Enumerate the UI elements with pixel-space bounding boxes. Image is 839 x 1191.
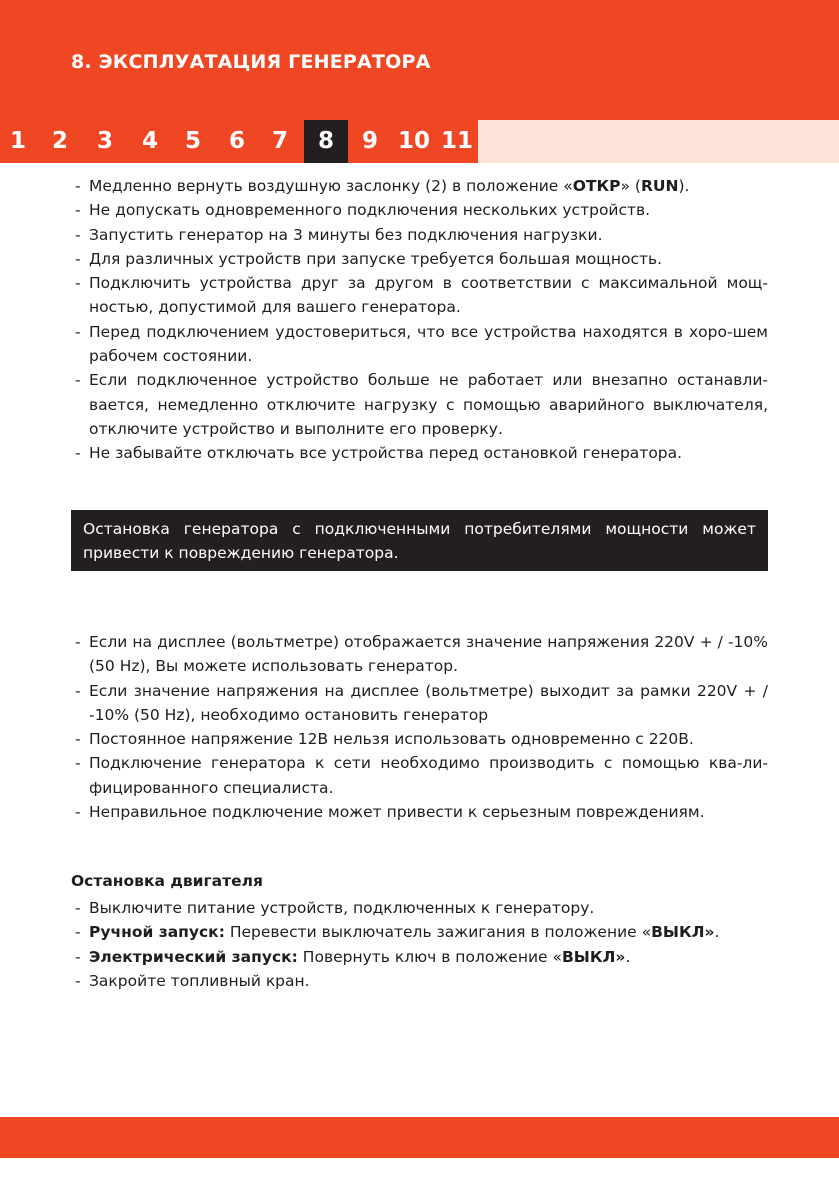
list-item: - Ручной запуск: Перевести выключатель зажигания в положение «ВЫКЛ». (75, 923, 720, 942)
warning-box (71, 510, 768, 571)
list-item: - Неправильное подключение может привести к серьезным повреждениям. (75, 803, 705, 822)
chapter-tab-8[interactable]: 8 (304, 120, 348, 163)
chapter-tab-3[interactable]: 3 (96, 128, 113, 154)
chapter-tab-1[interactable]: 1 (9, 128, 26, 154)
chapter-tab-5[interactable]: 5 (184, 128, 201, 154)
chapter-tab-9[interactable]: 9 (361, 128, 378, 154)
chapter-tab-10[interactable]: 10 (397, 128, 430, 154)
list-item: - Если на дисплее (вольтметре) отображается значение напряжения 220V + / -10% (50 Hz), Вы можете использовать генератор. (75, 633, 768, 676)
list-item: - Подключение генератора к сети необходимо производить с помощью ква-ли-фицированного специалиста. (75, 754, 768, 797)
list-item: - Если подключенное устройство больше не работает или внезапно останавли-вается, немедленно отключите нагрузку с помощью аварийного выключателя, отключите устройство и выполните его проверку. (75, 371, 768, 438)
list-item: - Для различных устройств при запуске требуется большая мощность. (75, 249, 663, 268)
list-item: - Если значение напряжения на дисплее (вольтметре) выходит за рамки 220V + / -10% (50 Hz), необходимо остановить генератор (75, 681, 768, 724)
chapter-tab-6[interactable]: 6 (228, 128, 245, 154)
voltage-list (75, 630, 768, 824)
list-item: - Не забывайте отключать все устройства перед остановкой генератора. (75, 444, 683, 463)
section-title-engine-stop: Остановка двигателя (71, 872, 263, 890)
list-item: - Постоянное напряжение 12В нельзя использовать одновременно с 220В. (75, 730, 694, 749)
list-item: - Электрический запуск: Повернуть ключ в положение «ВЫКЛ». (75, 947, 631, 966)
page-footer-bar (0, 1117, 839, 1158)
list-item: - Медленно вернуть воздушную заслонку (2) в положение «ОТКР» (RUN). (75, 177, 690, 195)
engine-stop-list (75, 896, 768, 993)
chapter-tab-2[interactable]: 2 (51, 128, 68, 154)
list-item: - Подключить устройства друг за другом в соответствии с максимальной мощ-ностью, допустимой для вашего генератора. (75, 274, 768, 317)
operation-list (75, 174, 768, 466)
list-item: - Выключите питание устройств, подключенных к генератору. (75, 899, 595, 917)
chapter-tab-7[interactable]: 7 (271, 128, 288, 154)
chapter-tab-11[interactable]: 11 (440, 128, 473, 154)
list-item: - Не допускать одновременного подключения нескольких устройств. (75, 201, 651, 220)
list-item: - Запустить генератор на 3 минуты без подключения нагрузки. (75, 225, 603, 244)
warning-text: Остановка генератора с подключенными потребителями мощности может привести к повреждению генератора. (83, 520, 756, 562)
list-item: - Перед подключением удостовериться, что все устройства находятся в хоро-шем рабочем состоянии. (75, 322, 768, 366)
chapter-tab-4[interactable]: 4 (141, 128, 158, 154)
page-header (0, 0, 839, 120)
page-title: 8. ЭКСПЛУАТАЦИЯ ГЕНЕРАТОРА (71, 51, 431, 73)
list-item: - Закройте топливный кран. (75, 971, 310, 990)
